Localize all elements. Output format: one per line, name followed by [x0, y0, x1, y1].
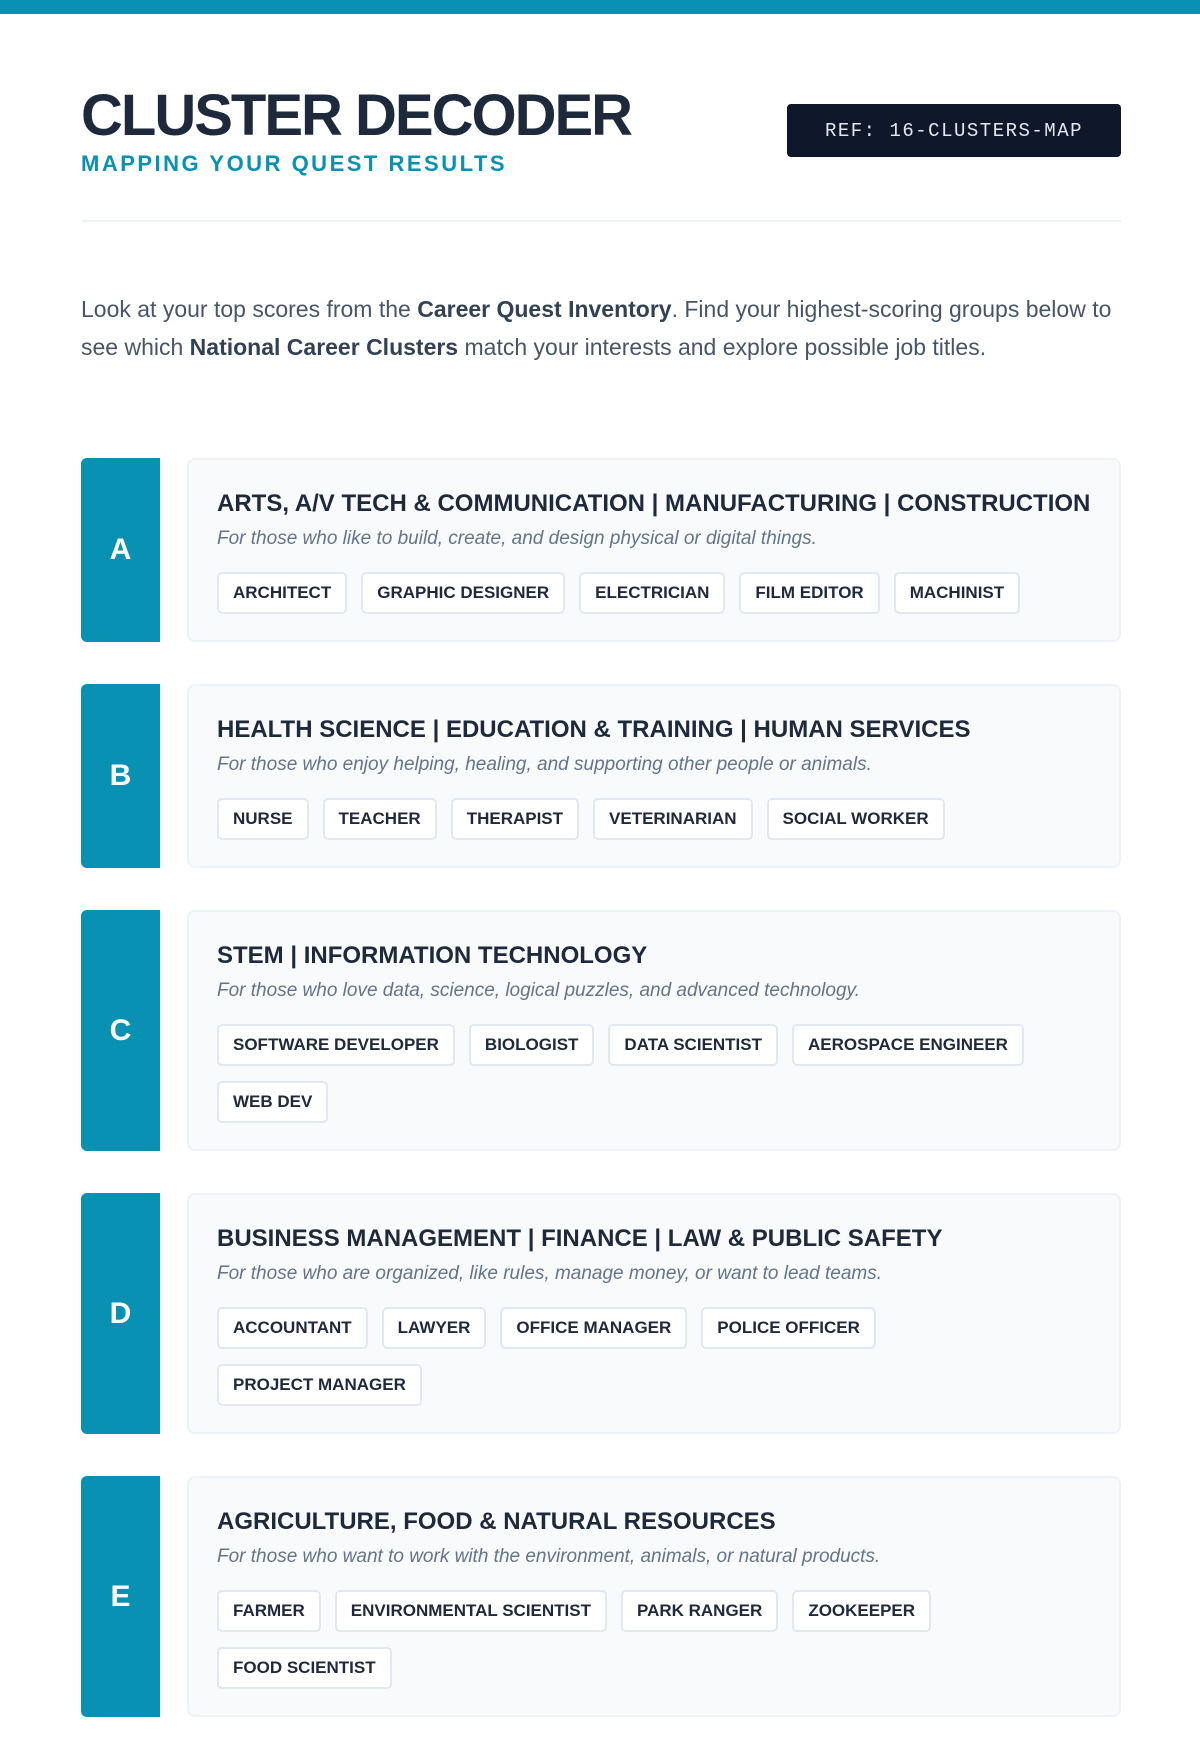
job-tag: ELECTRICIAN — [579, 572, 725, 614]
cluster-description: For those who love data, science, logical puzzles, and advanced technology. — [217, 980, 860, 1001]
intro-paragraph — [81, 290, 1121, 366]
cluster-row-a — [81, 458, 1121, 642]
header-divider — [81, 220, 1121, 222]
cluster-card — [187, 458, 1121, 642]
job-tag: SOCIAL WORKER — [767, 798, 945, 840]
job-tag: NURSE — [217, 798, 309, 840]
job-tag: ENVIRONMENTAL SCIENTIST — [335, 1590, 607, 1632]
cluster-letter: A — [81, 458, 160, 642]
job-tag: ZOOKEEPER — [792, 1590, 931, 1632]
job-tag: GRAPHIC DESIGNER — [361, 572, 565, 614]
page-title: CLUSTER DECODER — [81, 83, 632, 148]
job-tag: FILM EDITOR — [739, 572, 879, 614]
top-accent-bar — [0, 0, 1200, 14]
job-tag-list — [217, 798, 1091, 840]
cluster-letter: D — [81, 1193, 160, 1434]
cluster-title: HEALTH SCIENCE | EDUCATION & TRAINING | HUMAN SERVICES — [217, 716, 971, 743]
job-tag: LAWYER — [382, 1307, 487, 1349]
job-tag: BIOLOGIST — [469, 1024, 595, 1066]
job-tag: PROJECT MANAGER — [217, 1364, 422, 1406]
job-tag: ARCHITECT — [217, 572, 347, 614]
intro-bold-inventory: Career Quest Inventory — [417, 296, 672, 322]
cluster-row-b — [81, 684, 1121, 868]
intro-text: Look at your top scores from the — [81, 296, 418, 322]
job-tag: PARK RANGER — [621, 1590, 778, 1632]
job-tag: THERAPIST — [451, 798, 579, 840]
job-tag-list — [217, 572, 1091, 614]
job-tag: SOFTWARE DEVELOPER — [217, 1024, 455, 1066]
job-tag: FARMER — [217, 1590, 321, 1632]
cluster-description: For those who are organized, like rules, manage money, or want to lead teams. — [217, 1263, 882, 1284]
page-header — [81, 84, 1121, 224]
job-tag: AEROSPACE ENGINEER — [792, 1024, 1024, 1066]
cluster-letter: E — [81, 1476, 160, 1717]
reference-badge: REF: 16-CLUSTERS-MAP — [787, 104, 1121, 157]
job-tag: POLICE OFFICER — [701, 1307, 876, 1349]
job-tag: VETERINARIAN — [593, 798, 753, 840]
cluster-row-e — [81, 1476, 1121, 1717]
cluster-letter: C — [81, 910, 160, 1151]
cluster-letter: B — [81, 684, 160, 868]
cluster-row-c — [81, 910, 1121, 1151]
cluster-card — [187, 910, 1121, 1151]
job-tag: FOOD SCIENTIST — [217, 1647, 392, 1689]
cluster-description: For those who want to work with the environment, animals, or natural products. — [217, 1546, 881, 1567]
job-tag: ACCOUNTANT — [217, 1307, 368, 1349]
job-tag: OFFICE MANAGER — [500, 1307, 687, 1349]
job-tag-list — [217, 1024, 1091, 1123]
cluster-row-d — [81, 1193, 1121, 1434]
job-tag-list — [217, 1307, 1091, 1406]
intro-text: . Find your highest-scoring groups below to see which — [81, 296, 1112, 360]
job-tag: WEB DEV — [217, 1081, 328, 1123]
cluster-description: For those who like to build, create, and design physical or digital things. — [217, 528, 817, 549]
job-tag: DATA SCIENTIST — [608, 1024, 778, 1066]
page-subtitle: MAPPING YOUR QUEST RESULTS — [81, 151, 508, 176]
cluster-title: AGRICULTURE, FOOD & NATURAL RESOURCES — [217, 1508, 776, 1535]
cluster-title: BUSINESS MANAGEMENT | FINANCE | LAW & PUBLIC SAFETY — [217, 1225, 943, 1252]
cluster-description: For those who enjoy helping, healing, and supporting other people or animals. — [217, 754, 872, 775]
job-tag: MACHINIST — [894, 572, 1020, 614]
cluster-card — [187, 1193, 1121, 1434]
job-tag-list — [217, 1590, 1091, 1689]
job-tag: TEACHER — [323, 798, 437, 840]
intro-bold-clusters: National Career Clusters — [189, 334, 459, 360]
cluster-list — [81, 458, 1121, 1759]
cluster-title: ARTS, A/V TECH & COMMUNICATION | MANUFACTURING | CONSTRUCTION — [217, 490, 1091, 517]
cluster-card — [187, 1476, 1121, 1717]
intro-text: match your interests and explore possible job titles. — [458, 334, 987, 360]
cluster-card — [187, 684, 1121, 868]
cluster-title: STEM | INFORMATION TECHNOLOGY — [217, 942, 648, 969]
